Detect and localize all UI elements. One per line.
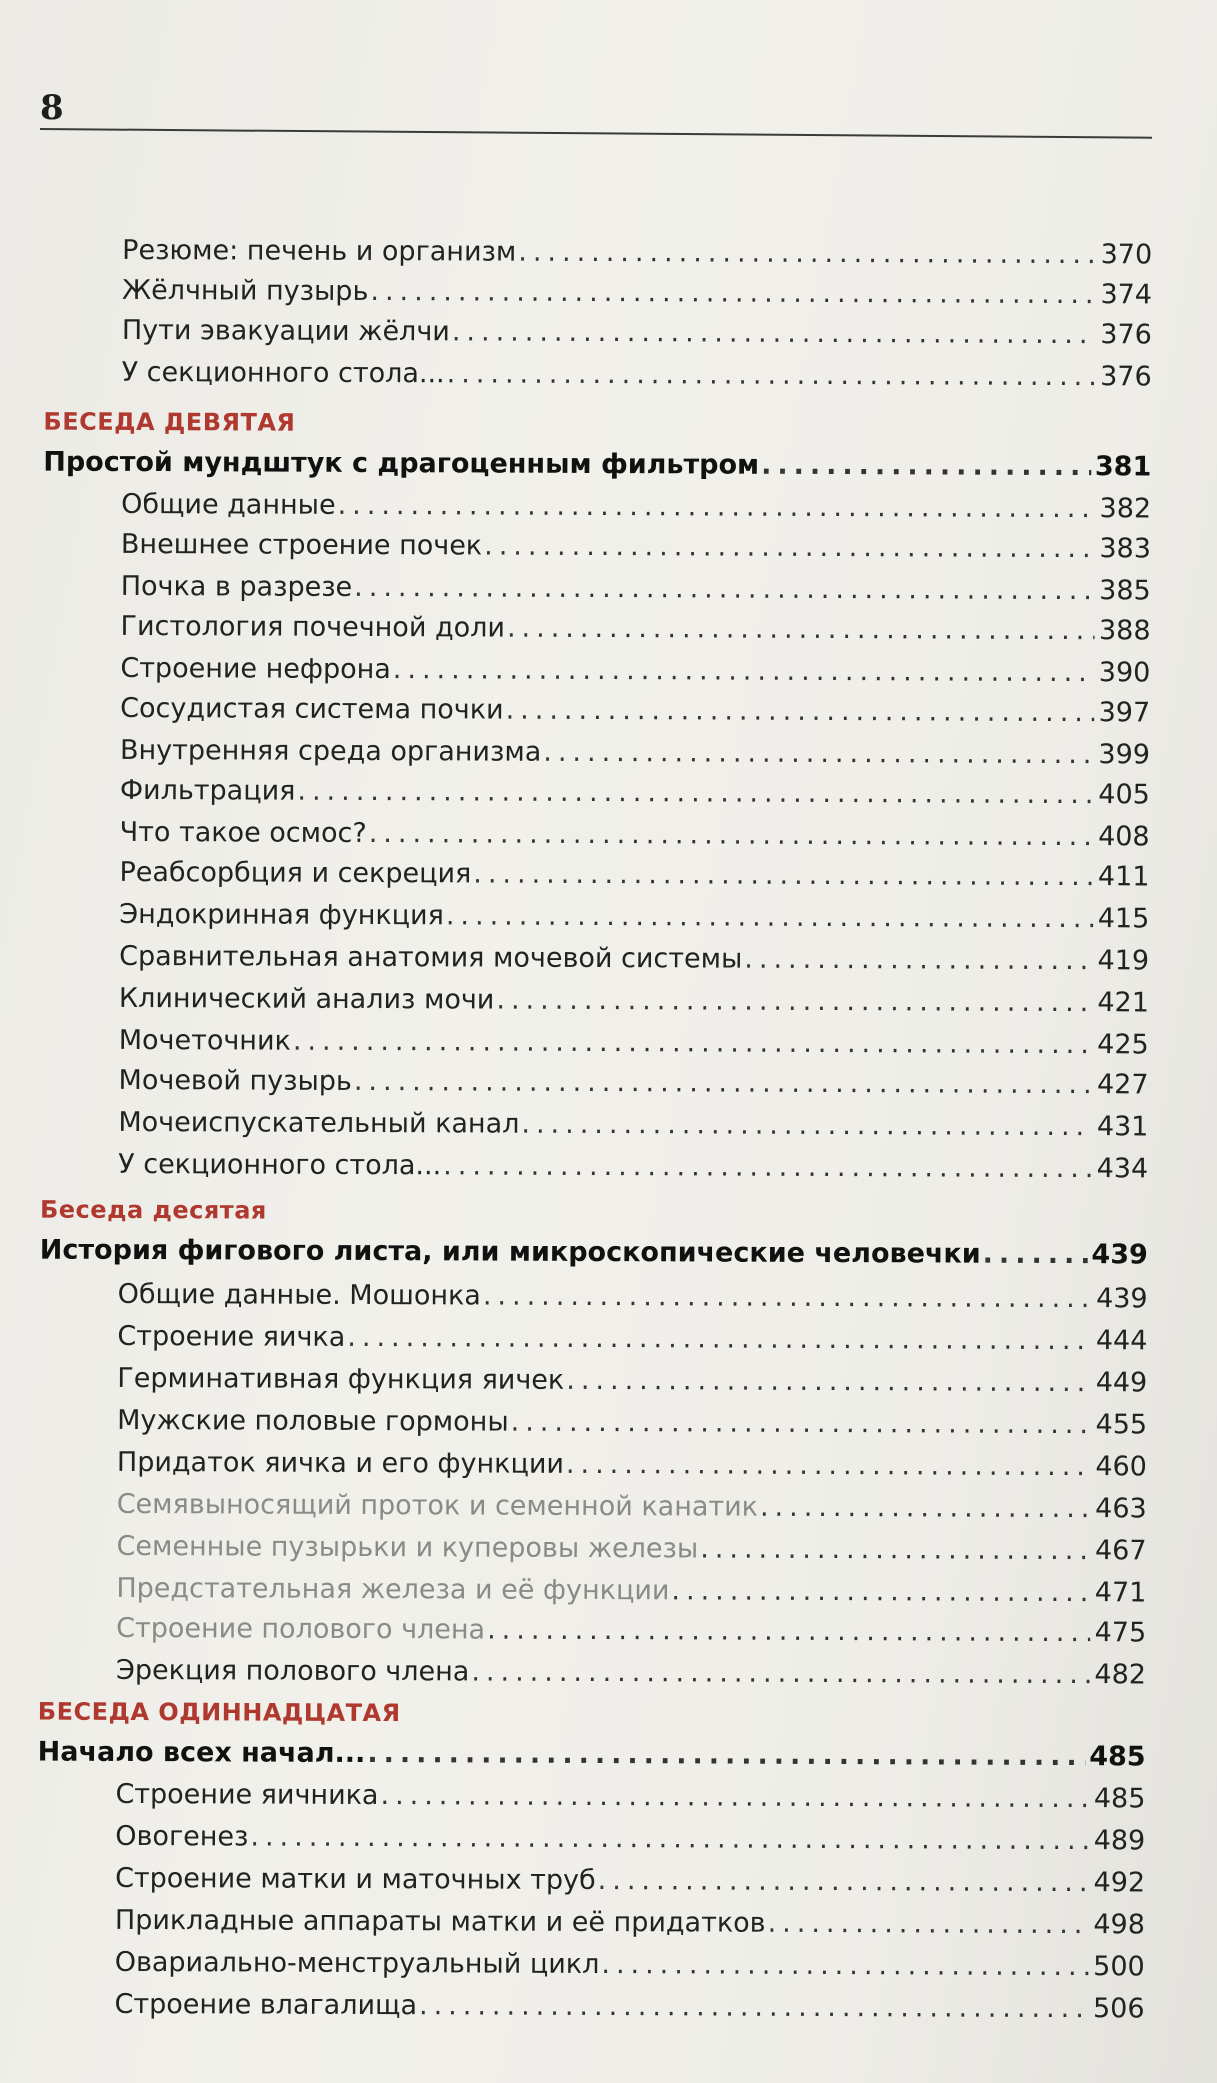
toc-entry-title: Общие данные <box>121 488 336 521</box>
toc-entry-title: Резюме: печень и организм <box>122 234 517 268</box>
leader-dots <box>700 1532 1091 1568</box>
leader-dots <box>760 1491 1091 1526</box>
toc-entry-title: Строение яичника <box>115 1778 379 1812</box>
leader-dots <box>507 612 1095 649</box>
toc-entry-page: 397 <box>1098 697 1151 729</box>
toc-entry-page: 390 <box>1098 657 1151 689</box>
leader-dots <box>369 817 1095 854</box>
leader-dots <box>496 984 1093 1021</box>
toc-entry-title: Прикладные аппараты матки и её придатков <box>114 1904 766 1939</box>
leader-dots <box>671 1574 1091 1610</box>
toc-entry-page: 439 <box>1096 1283 1148 1315</box>
leader-dots <box>447 357 1097 394</box>
leader-dots <box>250 1820 1089 1858</box>
toc-entry <box>117 1446 1147 1484</box>
toc-entry <box>120 652 1150 690</box>
toc-entry <box>120 734 1150 772</box>
toc-entry-page: 455 <box>1095 1409 1148 1441</box>
toc-entry <box>121 570 1151 608</box>
toc-entry-title: Строение влагалища <box>114 1988 418 2022</box>
toc-entry-title: Предстательная железа и её функции <box>116 1572 670 1607</box>
leader-dots <box>483 1279 1092 1316</box>
toc-entry <box>122 314 1152 352</box>
toc-entry-title: Строение нефрона <box>120 652 391 686</box>
toc-entry-title: Реабсорбция и секреция <box>119 856 472 890</box>
toc-entry-page: 431 <box>1096 1111 1149 1143</box>
leader-dots <box>370 275 1096 312</box>
toc-entry-title: Семенные пузырьки и куперовы железы <box>116 1530 699 1565</box>
toc-entry <box>115 1820 1145 1858</box>
toc-entry <box>121 528 1151 566</box>
leader-dots <box>484 529 1095 566</box>
toc-entry-title: Мочевой пузырь <box>118 1064 352 1097</box>
toc-entry-page: 463 <box>1095 1493 1147 1525</box>
toc-entry-title: Пути эвакуации жёлчи <box>121 314 450 348</box>
leader-dots <box>367 1737 1085 1774</box>
chapter-entry-title: Начало всех начал... <box>37 1736 366 1769</box>
toc-entry-title: Почка в разрезе <box>120 570 353 603</box>
leader-dots <box>473 857 1094 894</box>
toc-entry <box>120 774 1150 812</box>
toc-entry-page: 408 <box>1098 821 1150 853</box>
leader-dots <box>354 571 1095 608</box>
toc-entry-page: 419 <box>1097 945 1150 977</box>
toc-entry-title: Внешнее строение почек <box>120 528 483 562</box>
leader-dots <box>518 236 1097 273</box>
toc-entry-page: 421 <box>1097 987 1150 1019</box>
toc-entry <box>121 488 1151 526</box>
leader-dots <box>598 1864 1090 1900</box>
toc-entry-page: 506 <box>1092 1993 1145 2025</box>
toc-entry-page: 376 <box>1100 361 1152 393</box>
toc-entry <box>120 610 1150 648</box>
leader-dots <box>471 1655 1090 1692</box>
toc-entry-page: 449 <box>1095 1367 1148 1399</box>
leader-dots <box>601 1948 1089 1984</box>
toc-entry-title: Герминативная функция яичек <box>117 1362 565 1396</box>
leader-dots <box>983 1238 1088 1272</box>
toc-entry-page: 425 <box>1097 1029 1149 1061</box>
leader-dots <box>511 1406 1092 1443</box>
toc-entry <box>119 1024 1149 1062</box>
section-heading: БЕСЕДА ОДИННАДЦАТАЯ <box>37 1697 401 1728</box>
chapter-entry-title: Простой мундштук с драгоценным фильтром <box>43 446 760 481</box>
leader-dots <box>380 1779 1090 1816</box>
toc-entry <box>122 274 1152 312</box>
toc-entry-title: Придаток яичка и его функции <box>116 1446 565 1480</box>
toc-entry-page: 370 <box>1100 239 1153 271</box>
toc-entry-page: 500 <box>1093 1951 1145 1983</box>
toc-entry-title: Что такое осмос? <box>119 816 367 849</box>
toc-entry <box>119 1064 1149 1102</box>
toc-entry-page: 460 <box>1095 1451 1147 1483</box>
page-number: 8 <box>40 88 64 128</box>
toc-entry-page: 489 <box>1093 1825 1146 1857</box>
toc-entry-title: Строение яичка <box>117 1320 346 1353</box>
toc-entry <box>114 1988 1144 2026</box>
chapter-entry <box>43 446 1151 485</box>
toc-entry <box>120 816 1150 854</box>
toc-entry-page: 411 <box>1097 861 1150 893</box>
toc-entry-page: 382 <box>1099 493 1152 525</box>
toc-entry-title: Строение матки и маточных труб <box>115 1862 596 1896</box>
toc-entry-title: Эрекция полового члена <box>115 1654 470 1688</box>
toc-entry-title: Мочеиспускательный канал <box>118 1106 520 1140</box>
toc-entry-title: Эндокринная функция <box>119 898 444 932</box>
leader-dots <box>443 1149 1093 1186</box>
toc-entry-title: Мочеточник <box>118 1024 291 1057</box>
leader-dots <box>521 1108 1093 1144</box>
toc-entry <box>118 1278 1148 1316</box>
toc-entry-title: Строение полового члена <box>116 1612 486 1646</box>
toc-entry-title: Внутренняя среда организма <box>119 734 542 768</box>
toc-entry-title: Сосудистая система почки <box>120 692 504 726</box>
toc-entry-title: Фильтрация <box>119 774 296 807</box>
toc-entry-title: Клинический анализ мочи <box>118 982 495 1016</box>
toc-entry-page: 385 <box>1099 575 1151 607</box>
toc-entry-page: 427 <box>1096 1069 1149 1101</box>
toc-entry <box>118 1148 1148 1186</box>
toc-entry-page: 498 <box>1093 1909 1145 1941</box>
toc-entry <box>115 1946 1145 1984</box>
toc-entry-page: 485 <box>1093 1783 1146 1815</box>
toc-entry-title: Гистология почечной доли <box>120 610 506 644</box>
leader-dots <box>293 1025 1094 1062</box>
toc-entry <box>122 234 1152 272</box>
section-heading: Беседа десятая <box>39 1195 267 1225</box>
toc-entry-title: Семявыносящий проток и семенной канатик <box>116 1488 759 1523</box>
toc-entry <box>119 982 1149 1020</box>
toc-entry-page: 388 <box>1098 615 1151 647</box>
toc-entry-title: У секционного стола... <box>118 1148 442 1182</box>
toc-entry-title: У секционного стола... <box>121 356 445 390</box>
toc-entry-page: 383 <box>1099 533 1151 565</box>
leader-dots <box>744 943 1093 979</box>
chapter-entry-page: 485 <box>1089 1741 1146 1773</box>
toc-entry-title: Сравнительная анатомия мочевой системы <box>119 940 743 975</box>
toc-entry <box>122 356 1152 394</box>
toc-entry-page: 399 <box>1098 739 1151 771</box>
toc-entry <box>115 1778 1145 1816</box>
toc-entry <box>116 1530 1146 1568</box>
leader-dots <box>354 1065 1093 1102</box>
toc-entry-title: Мужские половые гормоны <box>117 1404 509 1438</box>
toc-entry <box>117 1488 1147 1526</box>
leader-dots <box>347 1321 1092 1358</box>
toc-entry-page: 374 <box>1100 279 1153 311</box>
toc-entry-page: 482 <box>1094 1659 1147 1691</box>
toc-entry <box>119 940 1149 978</box>
chapter-entry <box>38 1736 1146 1775</box>
toc-entry <box>116 1654 1146 1692</box>
leader-dots <box>543 736 1094 772</box>
toc-entry <box>115 1862 1145 1900</box>
leader-dots <box>487 1614 1091 1651</box>
toc-entry-page: 405 <box>1098 779 1150 811</box>
toc-entry <box>116 1612 1146 1650</box>
leader-dots <box>297 775 1094 812</box>
toc-entry <box>118 1106 1148 1144</box>
leader-dots <box>452 315 1097 352</box>
toc-entry <box>117 1404 1147 1442</box>
toc-entry-title: Овариально-менструальный цикл <box>114 1946 600 1981</box>
chapter-entry-page: 439 <box>1091 1239 1148 1271</box>
leader-dots <box>338 489 1096 526</box>
toc-entry <box>116 1572 1146 1610</box>
toc-entry <box>119 856 1149 894</box>
leader-dots <box>566 1448 1092 1484</box>
chapter-entry-title: История фигового листа, или микроскопические человечки <box>39 1234 981 1270</box>
toc-entry-title: Жёлчный пузырь <box>121 274 369 307</box>
toc-entry <box>119 898 1149 936</box>
toc-entry-page: 471 <box>1094 1577 1147 1609</box>
toc-entry-page: 475 <box>1094 1617 1147 1649</box>
toc-entry-title: Овогенез <box>115 1820 249 1853</box>
leader-dots <box>393 653 1095 690</box>
toc-entry-page: 492 <box>1093 1867 1146 1899</box>
leader-dots <box>566 1364 1092 1400</box>
toc-entry-page: 444 <box>1095 1325 1148 1357</box>
toc-entry-page: 415 <box>1097 903 1150 935</box>
toc-entry <box>117 1320 1147 1358</box>
toc-entry <box>115 1904 1145 1942</box>
chapter-entry <box>40 1234 1148 1273</box>
leader-dots <box>446 899 1094 936</box>
toc-entry-page: 467 <box>1094 1535 1147 1567</box>
toc-entry-title: Общие данные. Мошонка <box>117 1278 481 1312</box>
section-heading: БЕСЕДА ДЕВЯТАЯ <box>43 407 296 437</box>
leader-dots <box>419 1989 1089 2026</box>
leader-dots <box>506 694 1095 731</box>
toc-entry-page: 376 <box>1100 319 1152 351</box>
toc-entry <box>117 1362 1147 1400</box>
toc-entry-page: 434 <box>1096 1153 1149 1185</box>
leader-dots <box>768 1907 1090 1942</box>
chapter-entry-page: 381 <box>1094 451 1152 483</box>
toc-entry <box>120 692 1150 730</box>
leader-dots <box>761 449 1091 484</box>
